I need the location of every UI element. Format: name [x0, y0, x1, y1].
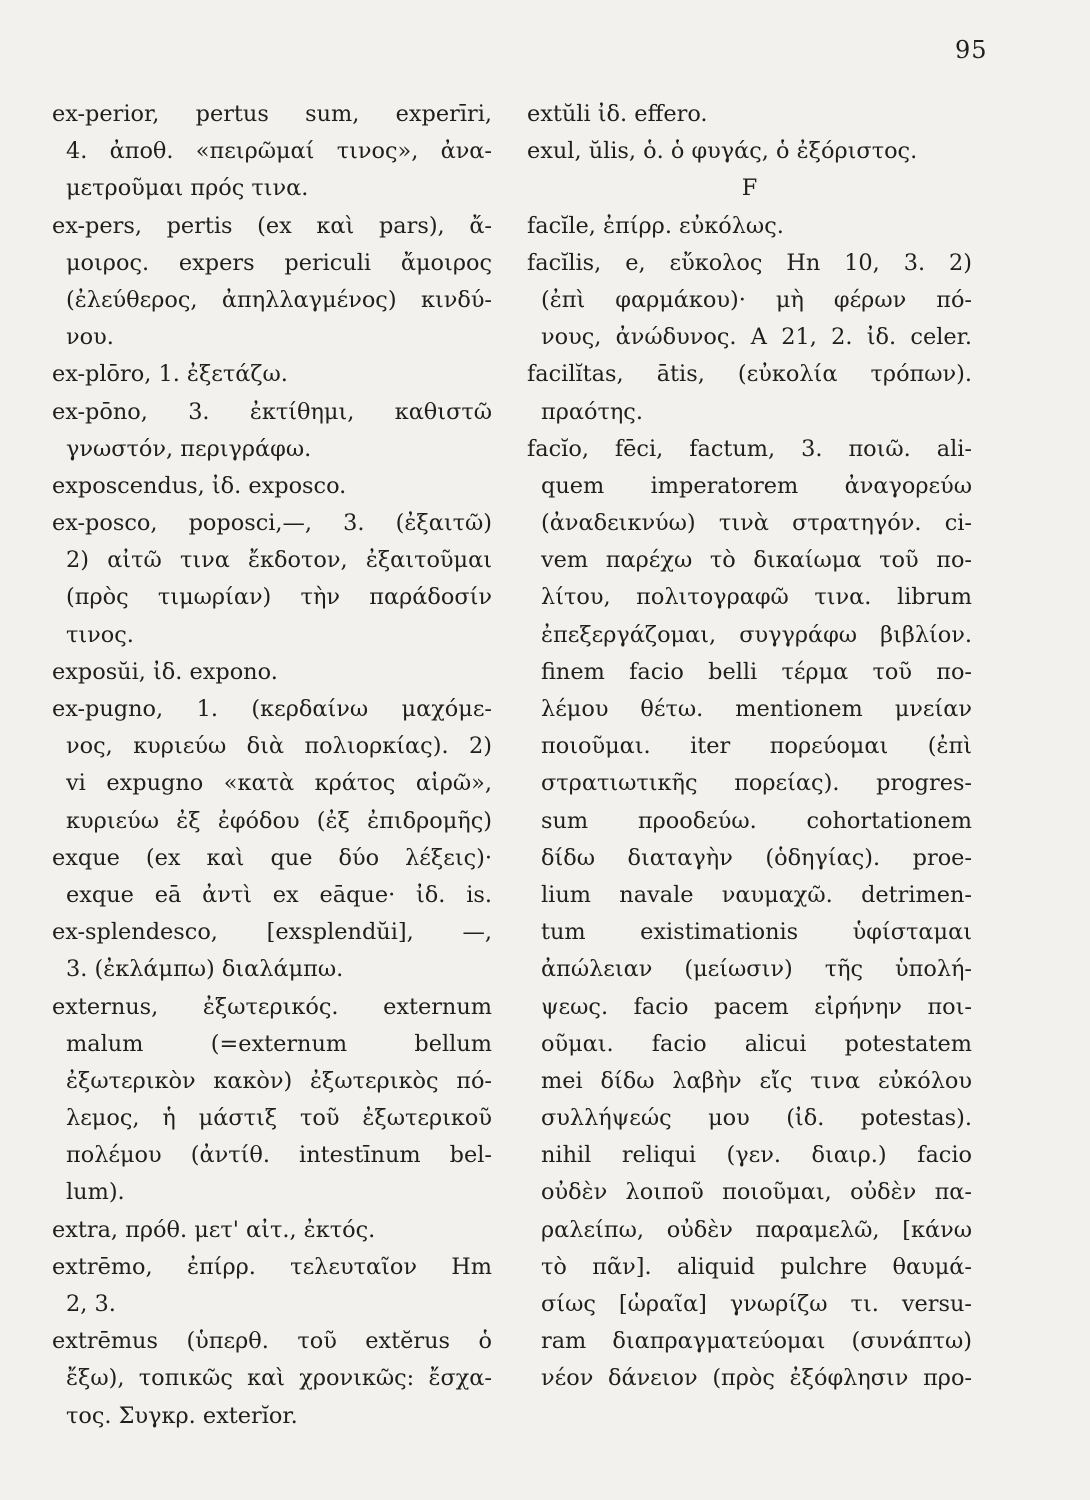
left-column-line: ἐξωτερικὸν κακὸν) ἐξωτερικὸς πό-	[66, 1067, 492, 1094]
right-column-line: facĭo, fēci, factum, 3. ποιῶ. ali-	[527, 435, 972, 462]
left-column-line: γνωστόν, περιγράφω.	[66, 435, 312, 462]
left-column-line: externus, ἐξωτερικός. externum	[52, 993, 492, 1020]
left-column-line: ex-pugno, 1. (κερδαίνω μαχόμε-	[52, 696, 492, 722]
left-column-line: exposcendus, ἰδ. exposco.	[52, 472, 347, 499]
left-column-line: μοιρος. expers periculi ἄμοιρος	[66, 249, 492, 276]
left-column-line: κυριεύω ἐξ ἐφόδου (ἐξ ἐπιδρομῆς)	[66, 807, 492, 834]
right-column-line: ποιοῦμαι. iter πορεύομαι (ἐπὶ	[541, 733, 972, 760]
left-column-line: ex-pers, pertis (ex καὶ pars), ἄ-	[52, 212, 492, 239]
right-column-line: facilĭtas, ātis, (εὐκολία τρόπων).	[527, 361, 972, 388]
left-column-line: 4. ἀποθ. «πειρῶμαί τινος», ἀνα-	[66, 138, 492, 165]
right-column-line: mei δίδω λαβὴν εἴς τινα εὐκόλου	[541, 1067, 972, 1094]
right-column-line: λέμου θέτω. mentionem μνείαν	[541, 696, 972, 722]
left-column-line: exque eā ἀντὶ ex eāque· ἰδ. is.	[66, 881, 492, 908]
right-column-line: ram διαπραγματεύομαι (συνάπτω)	[541, 1328, 972, 1355]
left-column-line: (ἐλεύθερος, ἀπηλλαγμένος) κινδύ-	[66, 286, 492, 313]
right-column-line: συλλήψεώς μου (ἰδ. potestas).	[541, 1105, 972, 1132]
right-column-line: ψεως. facio pacem εἰρήνην ποι-	[541, 993, 972, 1020]
left-column-line: vi expugno «κατὰ κράτος αἱρῶ»,	[66, 770, 492, 797]
left-column-line: extrēmus (ὑπερθ. τοῦ extĕrus ὁ	[52, 1328, 492, 1355]
left-column-line: τινος.	[66, 621, 134, 648]
right-column-line: finem facio belli τέρμα τοῦ πο-	[541, 658, 972, 685]
right-column-line: sum προοδεύω. cohortationem	[541, 807, 972, 834]
right-column-line: ἀπώλειαν (μείωσιν) τῆς ὑπολή-	[541, 956, 972, 983]
left-column-line: μετροῦμαι πρός τινα.	[66, 175, 309, 202]
right-column-line: exul, ŭlis, ὁ. ὁ φυγάς, ὁ ἐξόριστος.	[527, 138, 918, 165]
page-number: 95	[955, 36, 988, 64]
left-column-line: πολέμου (ἀντίθ. intestīnum bel-	[66, 1142, 492, 1169]
left-column-line: λεμος, ἡ μάστιξ τοῦ ἐξωτερικοῦ	[66, 1105, 492, 1132]
left-column-line: τος. Συγκρ. exterĭor.	[66, 1402, 298, 1429]
right-column-line: (ἀναδεικνύω) τινὰ στρατηγόν. ci-	[541, 510, 972, 537]
left-column-line: 3. (ἐκλάμπω) διαλάμπω.	[66, 956, 344, 983]
right-column-line: nihil reliqui (γεν. διαιρ.) facio	[541, 1142, 972, 1169]
right-column-line: δίδω διαταγὴν (ὁδηγίας). proe-	[541, 844, 972, 871]
right-column-line: quem imperatorem ἀναγορεύω	[541, 472, 972, 499]
left-column-line: extra, πρόθ. μετ' αἰτ., ἐκτός.	[52, 1216, 376, 1243]
right-column-line: ραλείπω, οὐδὲν παραμελῶ, [κάνω	[541, 1216, 972, 1243]
left-column-line: ex-plōro, 1. ἐξετάζω.	[52, 361, 288, 388]
left-column-line: ex-splendesco, [exsplendŭi], —,	[52, 919, 492, 946]
right-column-line: στρατιωτικῆς πορείας). progres-	[541, 770, 972, 797]
left-column-line: exque (ex καὶ que δύο λέξεις)·	[52, 844, 492, 871]
left-column	[52, 96, 492, 1435]
left-column-line: ex-perior, pertus sum, experīri,	[52, 101, 492, 127]
right-column-line: lium navale ναυμαχῶ. detrimen-	[541, 881, 972, 908]
left-column-line: 2) αἰτῶ τινα ἔκδοτον, ἐξαιτοῦμαι	[66, 547, 492, 574]
left-column-line: νου.	[66, 324, 114, 351]
right-column-line: ἐπεξεργάζομαι, συγγράφω βιβλίον.	[541, 621, 972, 648]
left-column-line: malum (=externum bellum	[66, 1030, 492, 1057]
right-column-line: οὐδὲν λοιποῦ ποιοῦμαι, οὐδὲν πα-	[541, 1179, 972, 1206]
right-column-line: τὸ πᾶν]. aliquid pulchre θαυμά-	[541, 1253, 972, 1280]
right-column-line: F	[741, 175, 758, 202]
left-column-line: 2, 3.	[66, 1291, 116, 1317]
left-column-line: exposŭi, ἰδ. expono.	[52, 658, 278, 685]
right-column-line: tum existimationis ὑφίσταμαι	[541, 919, 972, 946]
right-column-line: vem παρέχω τὸ δικαίωμα τοῦ πο-	[541, 547, 972, 574]
right-column-line: (ἐπὶ φαρμάκου)· μὴ φέρων πό-	[541, 286, 972, 313]
left-column-line: νος, κυριεύω διὰ πολιορκίας). 2)	[66, 733, 492, 760]
left-column-line: (πρὸς τιμωρίαν) τὴν παράδοσίν	[66, 584, 492, 611]
right-column-line: νους, ἀνώδυνος. A 21, 2. ἰδ. celer.	[541, 324, 972, 351]
left-column-line: lum).	[66, 1179, 125, 1206]
left-column-line: ex-pōno, 3. ἐκτίθημι, καθιστῶ	[52, 398, 492, 425]
right-column-line: extŭli ἰδ. effero.	[527, 101, 708, 127]
right-column-line: νέον δάνειον (πρὸς ἐξόφλησιν προ-	[541, 1365, 972, 1392]
left-column-line: extrēmo, ἐπίρρ. τελευταῖον Hm	[52, 1253, 492, 1280]
right-column-line: σίως [ὡραῖα] γνωρίζω τι. versu-	[541, 1291, 972, 1317]
right-column-line: λίτου, πολιτογραφῶ τινα. librum	[541, 584, 972, 611]
right-column	[527, 96, 972, 1398]
right-column-line: οῦμαι. facio alicui potestatem	[541, 1030, 972, 1057]
left-column-line: ex-posco, poposci,—, 3. (ἐξαιτῶ)	[52, 510, 492, 537]
right-column-line: facĭle, ἐπίρρ. εὐκόλως.	[527, 212, 784, 239]
right-column-line: facĭlis, e, εὔκολος Hn 10, 3. 2)	[527, 249, 972, 276]
left-column-line: ἔξω), τοπικῶς καὶ χρονικῶς: ἔσχα-	[66, 1365, 492, 1392]
right-column-line: πραότης.	[541, 398, 643, 425]
